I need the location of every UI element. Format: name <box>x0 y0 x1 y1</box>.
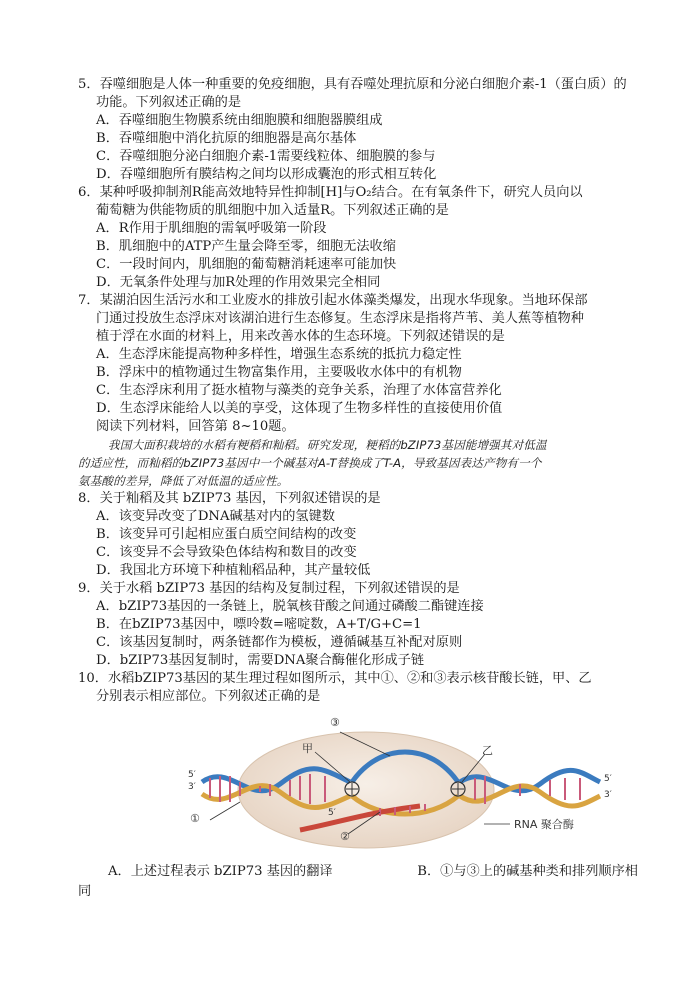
q9-option-b: B．在bZIP73基因中，嘌呤数=嘧啶数，A+T/G+C=1 <box>96 617 422 632</box>
q7-option-c: C．生态浮床利用了挺水植物与藻类的竞争关系，治理了水体富营养化 <box>96 383 502 398</box>
label-5-prime-left: 5′ <box>188 770 196 780</box>
q7-stem: 7．某湖泊因生活污水和工业废水的排放引起水体藻类爆发，出现水华现象。当地环保部 <box>78 293 588 308</box>
label-rna-polymerase: RNA 聚合酶 <box>514 818 574 831</box>
reading-intro: 阅读下列材料，回答第 8~10题。 <box>96 419 295 434</box>
q7-stem-cont-1: 门通过投放生态浮床对该湖泊进行生态修复。生态浮床是指将芦苇、美人蕉等植物种 <box>96 311 584 326</box>
label-3-prime-left: 3′ <box>188 782 196 792</box>
label-jia: 甲 <box>302 742 313 755</box>
reading-paragraph-line-2: 的适应性，而籼稻的bZIP73基因中一个碱基对A-T替换成了T-A，导致基因表达产物有一个 <box>78 456 542 470</box>
reading-paragraph-line-1: 我国大面积栽培的水稻有粳稻和籼稻。研究发现，粳稻的bZIP73基因能增强其对低温 <box>108 438 547 452</box>
q6-stem: 6．某种呼吸抑制剂R能高效地特异性抑制[H]与O₂结合。在有氧条件下，研究人员向以 <box>78 185 583 200</box>
q9-stem: 9．关于水稻 bZIP73 基因的结构及复制过程，下列叙述错误的是 <box>78 581 460 596</box>
label-three: ③ <box>330 716 340 729</box>
question-content <box>78 76 638 902</box>
label-one: ① <box>190 812 200 825</box>
q10-option-a: A．上述过程表示 bZIP73 基因的翻译 <box>108 864 333 879</box>
q5-option-c: C．吞噬细胞分泌白细胞介素-1需要线粒体、细胞膜的参与 <box>96 149 436 164</box>
q10-options-row <box>78 862 638 882</box>
q8-stem: 8．关于籼稻及其 bZIP73 基因，下列叙述错误的是 <box>78 491 381 506</box>
q8-option-d: D．我国北方环境下种植籼稻品种，其产量较低 <box>96 563 371 578</box>
q6-option-b: B．肌细胞中的ATP产生量会降至零，细胞无法收缩 <box>96 239 396 254</box>
transcription-figure <box>180 712 640 854</box>
q6-option-a: A．R作用于肌细胞的需氧呼吸第一阶段 <box>96 221 327 236</box>
q5-option-b: B．吞噬细胞中消化抗原的细胞器是高尔基体 <box>96 131 357 146</box>
q8-option-c: C．该变异不会导致染色体结构和数目的改变 <box>96 545 357 560</box>
q9-option-c: C．该基因复制时，两条链都作为模板，遵循碱基互补配对原则 <box>96 635 463 650</box>
q10-option-b: B．①与③上的碱基种类和排列顺序相 <box>417 864 638 879</box>
transcription-diagram <box>180 712 640 854</box>
q5-stem-cont: 功能。下列叙述正确的是 <box>96 95 242 110</box>
label-5-prime-right: 5′ <box>604 774 612 784</box>
q5-option-a: A．吞噬细胞生物膜系统由细胞膜和细胞器膜组成 <box>96 113 383 128</box>
q10-stem-cont: 分别表示相应部位。下列叙述正确的是 <box>96 689 321 704</box>
q7-option-d: D．生态浮床能给人以美的享受，这体现了生物多样性的直接使用价值 <box>96 401 503 416</box>
label-3-prime-right: 3′ <box>604 790 612 800</box>
label-5-prime-mid: 5′ <box>328 808 336 818</box>
q6-option-c: C．一段时间内，肌细胞的葡萄糖消耗速率可能加快 <box>96 257 397 272</box>
leader-one <box>210 802 240 820</box>
label-two: ② <box>340 830 350 843</box>
q8-option-b: B．该变异可引起相应蛋白质空间结构的改变 <box>96 527 357 542</box>
q8-option-a: A．该变异改变了DNA碱基对内的氢键数 <box>96 509 335 524</box>
q5-option-d: D．吞噬细胞所有膜结构之间均以形成囊泡的形式相互转化 <box>96 167 437 182</box>
q7-option-b: B．浮床中的植物通过生物富集作用，主要吸收水体中的有机物 <box>96 365 462 380</box>
q9-option-d: D．bZIP73基因复制时，需要DNA聚合酶催化形成子链 <box>96 653 425 668</box>
q7-stem-cont-2: 植于浮在水面的材料上，用来改善水体的生态环境。下列叙述错误的是 <box>96 329 505 344</box>
q10-options <box>78 862 638 902</box>
q9-option-a: A．bZIP73基因的一条链上，脱氧核苷酸之间通过磷酸二酯键连接 <box>96 599 484 614</box>
reading-paragraph-line-3: 氨基酸的差异，降低了对低温的适应性。 <box>78 474 289 488</box>
q7-option-a: A．生态浮床能提高物种多样性，增强生态系统的抵抗力稳定性 <box>96 347 462 362</box>
label-yi: 乙 <box>482 744 493 757</box>
q6-stem-cont: 葡萄糖为供能物质的肌细胞中加入适量R。下列叙述正确的是 <box>96 203 449 218</box>
q6-option-d: D．无氧条件处理与加R处理的作用效果完全相同 <box>96 275 381 290</box>
q10-option-b-tail: 同 <box>78 884 92 899</box>
q5-stem: 5．吞噬细胞是人体一种重要的免疫细胞，具有吞噬处理抗原和分泌白细胞介素-1（蛋白质）的 <box>78 77 627 92</box>
q10-stem: 10．水稻bZIP73基因的某生理过程如图所示，其中①、②和③表示核苷酸长链，甲、乙 <box>78 671 592 686</box>
